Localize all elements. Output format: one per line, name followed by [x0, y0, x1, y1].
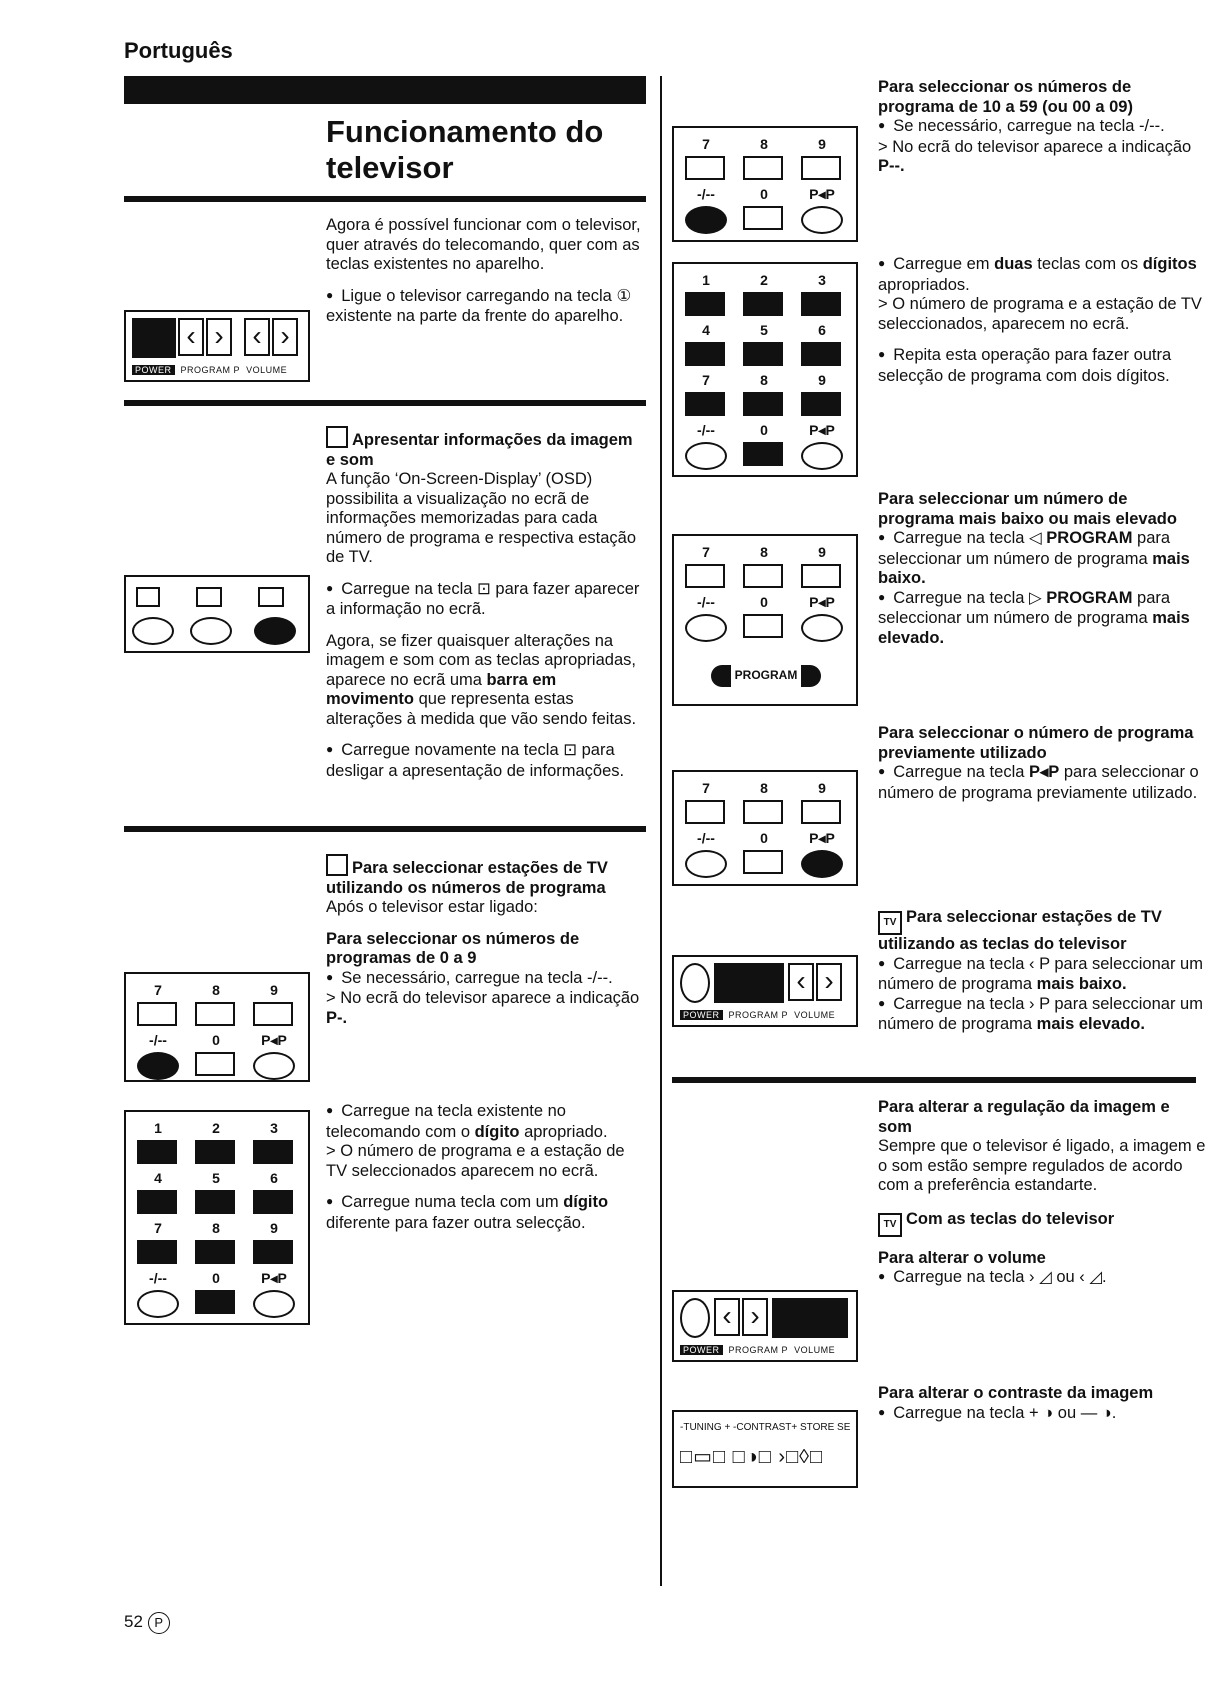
key-label: 7 [702, 780, 710, 796]
title-bar [124, 76, 646, 104]
remote-keypad [672, 126, 858, 242]
select-block [326, 854, 646, 1028]
remote-key-10[interactable] [685, 206, 727, 234]
key-label: 9 [818, 544, 826, 560]
tv-control-panel [672, 955, 858, 1027]
right-block-3 [878, 490, 1208, 648]
panel-labels: POWER PROGRAM P VOLUME [132, 364, 302, 376]
key-label: 8 [212, 982, 220, 998]
tuning-panel [672, 1410, 858, 1488]
key-label: 9 [270, 1220, 278, 1236]
power-button[interactable] [680, 1298, 710, 1338]
tuning-keys[interactable]: □▭□ □◑□ ›□◊□ [680, 1446, 824, 1468]
key-label: P◂P [809, 422, 835, 438]
tv-control-panel [672, 1290, 858, 1362]
key-label: 3 [270, 1120, 278, 1136]
volume-up-button[interactable]: › [742, 1298, 768, 1336]
remote-key-3[interactable] [253, 1140, 293, 1164]
remote-key-8[interactable] [195, 1002, 235, 1026]
power-button[interactable] [132, 318, 176, 358]
digit-block [326, 1102, 646, 1233]
tuning-labels: -TUNING + -CONTRAST+ STORE SE [680, 1422, 851, 1433]
bullet: ● Carregue na tecla › ◿ ou ‹ ◿. [878, 1268, 1208, 1289]
remote-key-9[interactable] [253, 1240, 293, 1264]
remote-key-10[interactable] [685, 442, 727, 470]
bullet: ● Se necessário, carregue na tecla -/--. [878, 117, 1208, 138]
key-label: 7 [702, 136, 710, 152]
key-label: P◂P [261, 1270, 287, 1286]
heading: Para alterar o contraste da imagem [878, 1384, 1154, 1402]
remote-key-11[interactable] [743, 850, 783, 874]
key[interactable] [136, 587, 160, 607]
remote-key-4[interactable] [685, 342, 725, 366]
sub-heading: Para seleccionar os números de programas de 0 a 9 [326, 929, 580, 967]
program-down-button[interactable]: ‹ [788, 963, 814, 1001]
sub-result: > No ecrã do televisor aparece a indicação P-. [326, 989, 640, 1027]
osd-bullet: ● Carregue na tecla ⊡ para fazer aparecer a informação no ecrã. [326, 580, 646, 620]
heading: Para seleccionar o número de programa previamente utilizado [878, 724, 1194, 762]
key-label: 1 [702, 272, 710, 288]
remote-key-11[interactable] [195, 1052, 235, 1076]
remote-key-11[interactable] [743, 206, 783, 230]
remote-key-10[interactable] [137, 1290, 179, 1318]
program-down-button[interactable]: ‹ [178, 318, 204, 356]
key-label: 9 [818, 780, 826, 796]
key-label: -/-- [149, 1032, 167, 1048]
key[interactable] [190, 617, 232, 645]
remote-key-10[interactable] [685, 850, 727, 878]
lang-badge: P [148, 1612, 170, 1634]
key-label: -/-- [149, 1270, 167, 1286]
remote-key-3[interactable] [801, 292, 841, 316]
osd-para: Agora, se fizer quaisquer alterações na imagem e som com as teclas apropriadas, aparece no ecrã uma barra em movimento que representa estas alterações à medida que vão sendo feitas. [326, 631, 637, 728]
key-label: 0 [760, 422, 768, 438]
bullet: ● Carregue na tecla › P para seleccionar um número de programa mais elevado. [878, 995, 1208, 1035]
right-block-7 [878, 1384, 1208, 1424]
key-label: 1 [154, 1120, 162, 1136]
heading: Para seleccionar um número de programa mais baixo ou mais elevado [878, 490, 1177, 528]
heading: Para seleccionar os números de programa de 10 a 59 (ou 00 a 09) [878, 78, 1133, 116]
intro-text: Agora é possível funcionar com o televisor, quer através do telecomando, quer com as teclas existentes no aparelho. [326, 216, 641, 273]
remote-key-9[interactable] [801, 392, 841, 416]
info-key[interactable] [258, 587, 284, 607]
remote-key-9[interactable] [253, 1002, 293, 1026]
key-label: 9 [270, 982, 278, 998]
right-block-6 [878, 1098, 1208, 1289]
key-label: 8 [212, 1220, 220, 1236]
key-label: -/-- [697, 422, 715, 438]
remote-key-8[interactable] [743, 392, 783, 416]
key-label: 8 [760, 136, 768, 152]
bullet: ● Carregue em duas teclas com os dígitos apropriados. [878, 255, 1208, 295]
key-label: 4 [154, 1170, 162, 1186]
remote-key-7[interactable] [137, 1240, 177, 1264]
remote-key-4[interactable] [137, 1190, 177, 1214]
program-key-row[interactable] [688, 664, 844, 687]
remote-keypad [124, 972, 310, 1082]
bullet: ● Carregue na tecla P◂P para seleccionar o número de programa previamente utilizado. [878, 763, 1208, 803]
column-divider [660, 76, 662, 1586]
remote-key-5[interactable] [743, 342, 783, 366]
heading: Para alterar a regulação da imagem e som [878, 1098, 1170, 1136]
key-label: 0 [760, 830, 768, 846]
key-label: 5 [212, 1170, 220, 1186]
tv-icon: TV [878, 911, 902, 935]
remote-key-2[interactable] [743, 292, 783, 316]
key-label: -/-- [697, 830, 715, 846]
key-label: 6 [270, 1170, 278, 1186]
key-label: 7 [154, 982, 162, 998]
key-label: 9 [818, 372, 826, 388]
key[interactable] [254, 617, 296, 645]
remote-key-9[interactable] [801, 156, 841, 180]
key-label: 0 [760, 594, 768, 610]
divider [672, 1077, 1196, 1083]
remote-key-8[interactable] [195, 1240, 235, 1264]
key-label: 6 [818, 322, 826, 338]
display-block [772, 1298, 848, 1338]
tv-icon: TV [878, 1213, 902, 1237]
key-label: 0 [212, 1032, 220, 1048]
key-label: 3 [818, 272, 826, 288]
right-block-5 [878, 908, 1208, 1035]
program-up-button[interactable]: › [206, 318, 232, 356]
info-key-icon: ⊡ [477, 579, 491, 598]
body: Sempre que o televisor é ligado, a imagem e o som estão sempre regulados de acordo com a preferência estandarte. [878, 1137, 1206, 1194]
result: > No ecrã do televisor aparece a indicação P--. [878, 137, 1192, 175]
power-button[interactable] [680, 963, 710, 1003]
bullet: ● Carregue na tecla ‹ P para seleccionar um número de programa mais baixo. [878, 955, 1208, 995]
divider [124, 826, 646, 832]
panel-labels: POWER PROGRAM P VOLUME [680, 1344, 850, 1356]
volume-down-button[interactable]: ‹ [244, 318, 270, 356]
remote-key-2[interactable] [195, 1140, 235, 1164]
remote-key-7[interactable] [685, 564, 725, 588]
remote-key-12[interactable] [801, 850, 843, 878]
remote-key-8[interactable] [743, 800, 783, 824]
intro-block [326, 216, 644, 327]
right-block-1 [878, 78, 1208, 177]
key-label: 7 [154, 1220, 162, 1236]
key-label: 7 [702, 544, 710, 560]
bullet: ● Repita esta operação para fazer outra selecção de programa com dois dígitos. [878, 346, 1208, 386]
key-label: 8 [760, 372, 768, 388]
divider [124, 400, 646, 406]
remote-key-7[interactable] [685, 392, 725, 416]
key[interactable] [196, 587, 222, 607]
heading: Para alterar o volume [878, 1248, 1046, 1267]
osd-block [326, 426, 646, 781]
digit-bullet-2: ● Carregue numa tecla com um dígito diferente para fazer outra selecção. [326, 1193, 646, 1233]
display-block [714, 963, 784, 1003]
key-label: 8 [760, 780, 768, 796]
right-block-2 [878, 255, 1208, 386]
remote-key-9[interactable] [801, 800, 841, 824]
bullet: ● Carregue na tecla ◁ PROGRAM para seleccionar um número de programa mais baixo. [878, 529, 1208, 589]
heading: TV Com as teclas do televisor [878, 1210, 1208, 1237]
bullet: ● Carregue na tecla ▷ PROGRAM para seleccionar um número de programa mais elevado. [878, 589, 1208, 649]
remote-key-5[interactable] [195, 1190, 235, 1214]
key-label: P◂P [809, 186, 835, 202]
remote-key-10[interactable] [685, 614, 727, 642]
remote-keypad [124, 1110, 310, 1325]
panel-labels: POWER PROGRAM P VOLUME [680, 1009, 850, 1021]
key-label: 9 [818, 136, 826, 152]
key-label: -/-- [697, 594, 715, 610]
digit-bullet: ● Carregue na tecla existente no telecomando com o dígito apropriado. [326, 1102, 646, 1142]
remote-key-12[interactable] [801, 442, 843, 470]
key-label: 4 [702, 322, 710, 338]
volume-down-button[interactable]: ‹ [714, 1298, 740, 1336]
remote-key-8[interactable] [743, 564, 783, 588]
program-up-button[interactable]: › [816, 963, 842, 1001]
key-label: P◂P [809, 594, 835, 610]
remote-keypad [672, 534, 858, 706]
select-heading: Para seleccionar estações de TV utilizando os números de programa [326, 854, 646, 898]
key-label: 2 [212, 1120, 220, 1136]
key[interactable] [132, 617, 174, 645]
remote-key-12[interactable] [801, 206, 843, 234]
remote-key-11[interactable] [743, 442, 783, 466]
remote-key-1[interactable] [137, 1140, 177, 1164]
remote-key-6[interactable] [253, 1190, 293, 1214]
program-label: PROGRAM [734, 668, 798, 682]
remote-key-6[interactable] [801, 342, 841, 366]
heading: TV Para seleccionar estações de TV utilizando as teclas do televisor [878, 908, 1162, 953]
key-label: 5 [760, 322, 768, 338]
osd-bullet-2: ● Carregue novamente na tecla ⊡ para desligar a apresentação de informações. [326, 741, 646, 781]
osd-keys-graphic [124, 575, 310, 653]
key-label: 0 [212, 1270, 220, 1286]
osd-heading: Apresentar informações da imagem e som [326, 426, 646, 470]
page-number: 52 P [124, 1612, 170, 1634]
divider [124, 196, 646, 202]
remote-key-12[interactable] [801, 614, 843, 642]
language-header: Português [124, 38, 233, 63]
remote-key-7[interactable] [685, 156, 725, 180]
remote-key-7[interactable] [685, 800, 725, 824]
remote-key-8[interactable] [743, 156, 783, 180]
right-block-4 [878, 724, 1208, 803]
osd-body: A função ‘On-Screen-Display’ (OSD) possibilita a visualização no ecrã de informações memorizadas para cada número de programa e respectiva estação de TV. [326, 470, 637, 566]
page-title: Funcionamento do televisor [326, 114, 604, 185]
info-key-icon: ⊡ [563, 741, 578, 759]
remote-key-10[interactable] [137, 1052, 179, 1080]
remote-key-1[interactable] [685, 292, 725, 316]
sub-bullet: ● Se necessário, carregue na tecla -/--. [326, 969, 646, 990]
intro-bullet: ● Ligue o televisor carregando na tecla ① existente na parte da frente do aparelho. [326, 287, 644, 327]
result: > O número de programa e a estação de TV seleccionados, aparecem no ecrã. [878, 295, 1202, 333]
key-label: 2 [760, 272, 768, 288]
select-after: Após o televisor estar ligado: [326, 898, 538, 916]
osd-icon [326, 854, 348, 876]
key-label: 7 [702, 372, 710, 388]
osd-icon [326, 426, 348, 448]
remote-keypad [672, 262, 858, 477]
key-label: P◂P [809, 830, 835, 846]
remote-key-11[interactable] [743, 614, 783, 638]
remote-key-12[interactable] [253, 1290, 295, 1318]
power-icon: ① [616, 286, 632, 305]
remote-key-7[interactable] [137, 1002, 177, 1026]
tv-control-panel [124, 310, 310, 382]
remote-keypad [672, 770, 858, 886]
bullet: ● Carregue na tecla + ◑ ou — ◑. [878, 1404, 1208, 1425]
remote-key-12[interactable] [253, 1052, 295, 1080]
key-label: P◂P [261, 1032, 287, 1048]
key-label: 0 [760, 186, 768, 202]
digit-result: > O número de programa e a estação de TV seleccionados aparecem no ecrã. [326, 1142, 625, 1180]
key-label: -/-- [697, 186, 715, 202]
remote-key-11[interactable] [195, 1290, 235, 1314]
remote-key-9[interactable] [801, 564, 841, 588]
volume-up-button[interactable]: › [272, 318, 298, 356]
key-label: 8 [760, 544, 768, 560]
